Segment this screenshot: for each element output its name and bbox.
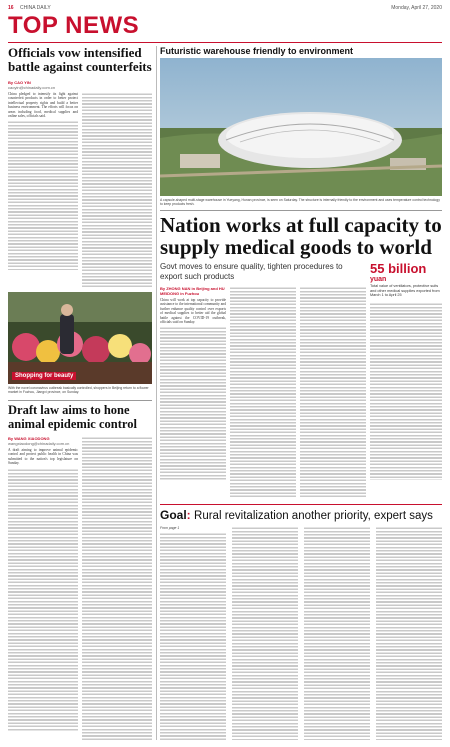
draft-body-col2 (82, 436, 152, 740)
draft-headline[interactable]: Draft law aims to hone animal epidemic control (8, 403, 137, 431)
nation-byline: By ZHONG NAN in Beijing and HU MEIDONG in Fuzhou (160, 286, 225, 296)
terrace-headline[interactable]: Futuristic warehouse friendly to environment (160, 46, 354, 56)
draft-body-col1 (8, 448, 78, 740)
stat-text: Total value of ventilators, protective suits and other medical supplies exported from March 1 to April 25 (370, 284, 440, 298)
nation-body-col2 (230, 286, 296, 498)
draft-author: By WANG XIAODONG (8, 436, 50, 441)
column-divider (156, 46, 157, 740)
goal-body-col2 (232, 526, 298, 740)
left-divider (8, 400, 152, 401)
issue-date: Monday, April 27, 2020 (391, 5, 442, 11)
section-title: TOP NEWS (8, 12, 140, 39)
stat-box (370, 262, 442, 498)
nation-body-col1 (160, 298, 226, 498)
paper-name: CHINA DAILY (20, 5, 51, 11)
nation-deck: Govt moves to ensure quality, tighten procedures to export such products (160, 262, 343, 281)
nation-lead: China will work at top capacity to provide assistance to the international community and further enhance quality control over exports of medical supplies to better aid the global battle against the COVID-19 outbreak, officials said on Sunday. (160, 298, 226, 325)
officials-headline[interactable]: Officials vow intensified battle against counterfeits (8, 45, 152, 74)
goal-lead: From page 1 (160, 526, 180, 530)
warehouse-photo-image (160, 58, 442, 196)
draft-byline (8, 436, 78, 446)
warehouse-photo (160, 58, 442, 196)
body-text-fill (370, 302, 442, 480)
page-number: 16 (8, 5, 14, 11)
officials-body-col2 (82, 92, 152, 288)
shopping-headline: Shopping for beauty (12, 372, 76, 380)
officials-byline (8, 80, 68, 90)
shopping-photo (8, 292, 152, 384)
body-text-fill (160, 326, 226, 480)
goal-body-col1 (160, 532, 226, 740)
masthead (8, 4, 442, 12)
body-text-fill (8, 468, 78, 732)
body-text-fill (8, 120, 78, 270)
goal-kicker-colon: : (186, 508, 191, 522)
stat-unit: yuan (370, 276, 387, 283)
shopping-photo-image (8, 292, 152, 384)
goal-kicker: Goal (160, 508, 187, 522)
stat-value: 55 billion (370, 261, 427, 276)
officials-body-col1 (8, 92, 78, 288)
goal-body-col3 (304, 526, 370, 740)
warehouse-caption: A capsule-shaped multi-stage warehouse in Yueyang, Hunan province, is seen on Saturday. The structure is internally friendly to the environment and uses temperature control technology to keep products fresh. (160, 198, 440, 207)
draft-email[interactable]: wangxiaodong@chinadaily.com.cn (8, 441, 70, 446)
officials-author: By CAO YIN (8, 80, 31, 85)
goal-headline[interactable]: Rural revitalization another priority, expert says (194, 510, 433, 522)
goal-kicker-wrap (160, 508, 433, 522)
officials-lead: China pledged to intensify its fight against counterfeit products in order to better protect intellectual property rights and build a better business environment. The efforts will focus on areas including food, medical supplies and online sales, officials said. (8, 92, 78, 119)
shopping-caption: With the novel coronavirus outbreak basically controlled, shoppers in Beijing return to a flower market in Fuzhou, Jiangxi province, on Sunday. (8, 386, 149, 395)
nation-headline[interactable]: Nation works at full capacity to supply medical goods to world (160, 213, 442, 259)
goal-body-col4 (376, 526, 442, 740)
goal-rule (160, 504, 442, 505)
section-rule (8, 42, 442, 43)
nation-body-col3 (300, 286, 366, 498)
draft-lead: A draft aiming to improve animal epidemic control and protect public health in China was submitted to the nation's top legislature on Sunday. (8, 448, 78, 466)
right-divider (160, 210, 442, 211)
officials-email[interactable]: caoyin@chinadaily.com.cn (8, 85, 56, 90)
